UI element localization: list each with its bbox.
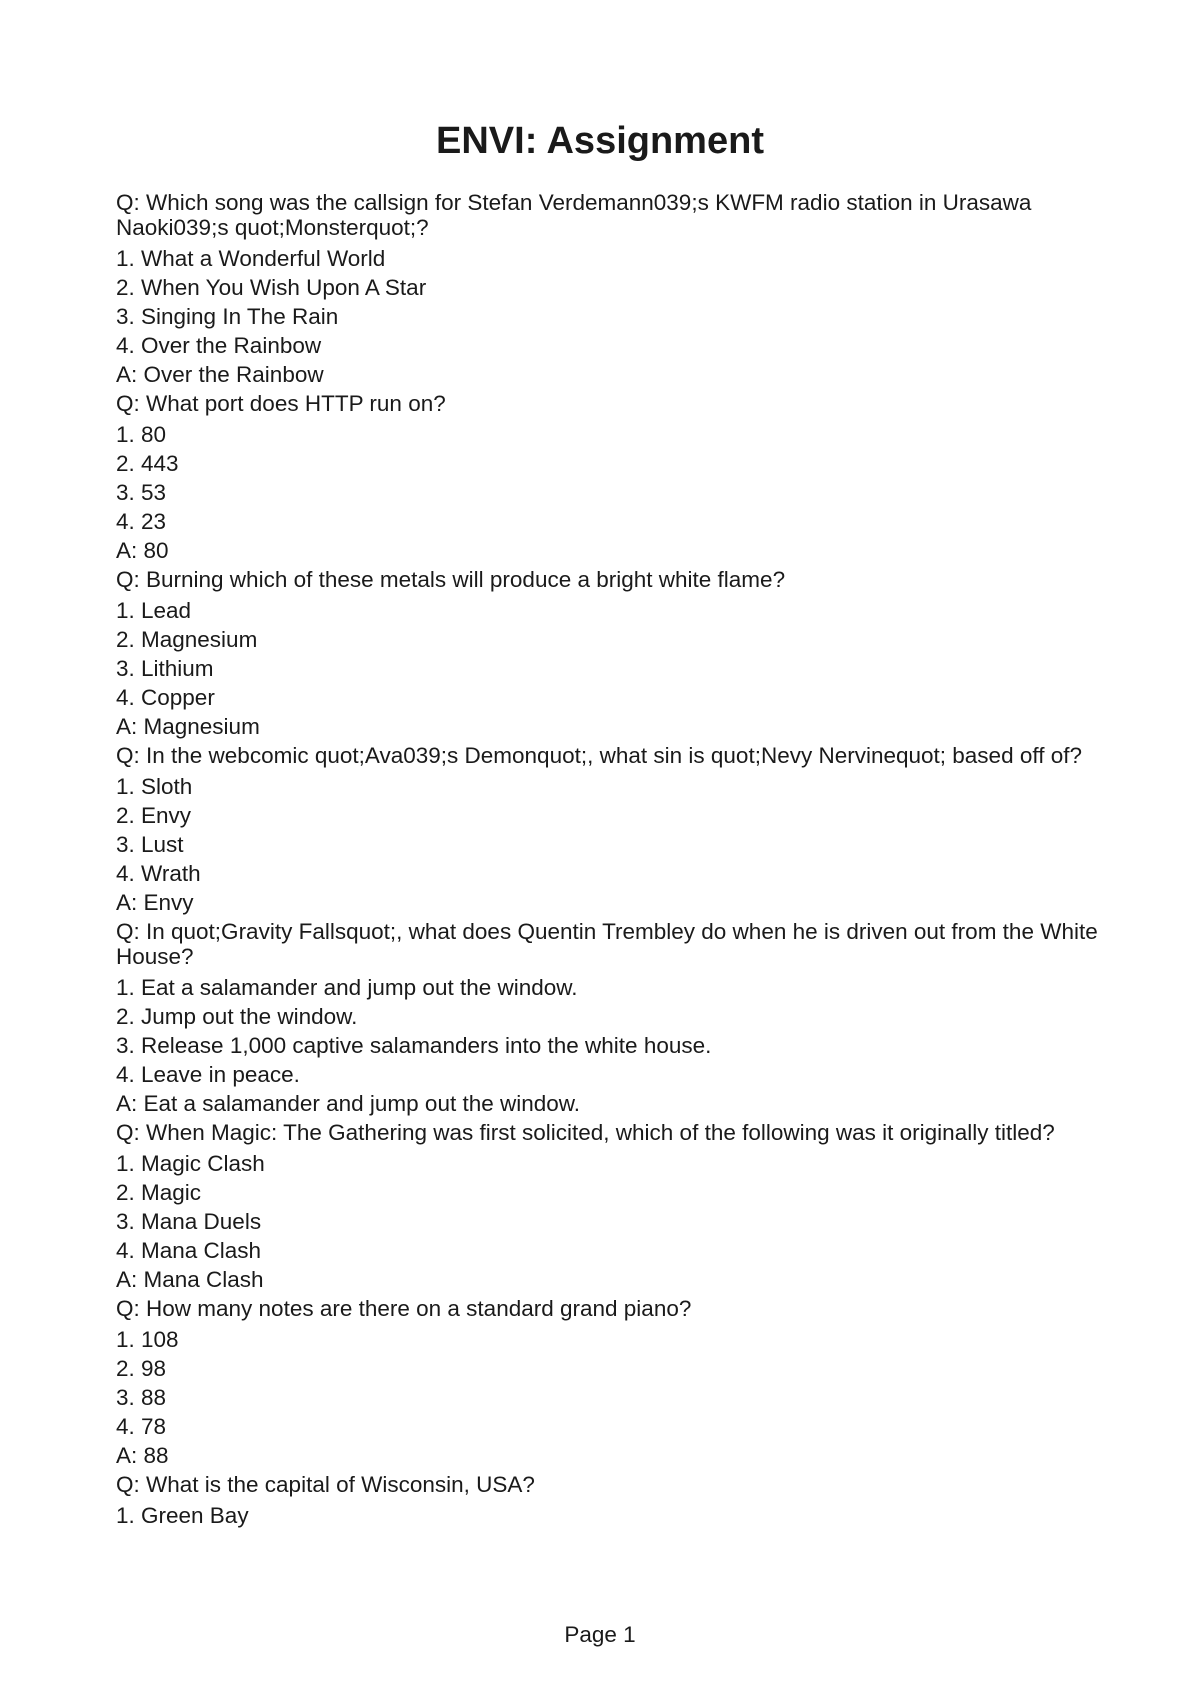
question-block: [116, 1118, 1100, 1294]
question-text: Q: What port does HTTP run on?: [116, 391, 446, 416]
answer-option: 2. Magnesium: [116, 627, 258, 652]
answer-option: 2. When You Wish Upon A Star: [116, 275, 427, 300]
correct-answer: A: Mana Clash: [116, 1267, 264, 1292]
question-block: [116, 1294, 1100, 1470]
question-list: [116, 188, 1100, 1530]
answer-option: 2. 443: [116, 451, 179, 476]
question-text: Q: When Magic: The Gathering was first solicited, which of the following was it originally titled?: [116, 1120, 1055, 1145]
question-block: [116, 389, 1100, 565]
answer-option: 3. Lust: [116, 832, 184, 857]
question-text: Q: In quot;Gravity Fallsquot;, what does Quentin Trembley do when he is driven out from the White House?: [116, 919, 1098, 969]
correct-answer: A: Over the Rainbow: [116, 362, 324, 387]
answer-option: 4. Over the Rainbow: [116, 333, 322, 358]
question-text: Q: Burning which of these metals will produce a bright white flame?: [116, 567, 786, 592]
question-text: Q: How many notes are there on a standard grand piano?: [116, 1296, 692, 1321]
correct-answer: A: Magnesium: [116, 714, 260, 739]
answer-option: 3. Singing In The Rain: [116, 304, 339, 329]
answer-option: 1. Magic Clash: [116, 1151, 265, 1176]
answer-option: 4. Wrath: [116, 861, 201, 886]
answer-option: 4. Leave in peace.: [116, 1062, 300, 1087]
question-block: [116, 917, 1100, 1118]
answer-option: 2. 98: [116, 1356, 167, 1381]
question-block: [116, 1470, 1100, 1530]
answer-option: 1. Eat a salamander and jump out the window.: [116, 975, 578, 1000]
correct-answer: A: Envy: [116, 890, 194, 915]
answer-option: 1. What a Wonderful World: [116, 246, 386, 271]
answer-option: 2. Envy: [116, 803, 192, 828]
answer-option: 2. Magic: [116, 1180, 202, 1205]
answer-option: 2. Jump out the window.: [116, 1004, 358, 1029]
answer-option: 1. 108: [116, 1327, 179, 1352]
correct-answer: A: 80: [116, 538, 169, 563]
answer-option: 3. Release 1,000 captive salamanders into the white house.: [116, 1033, 712, 1058]
answer-option: 1. 80: [116, 422, 167, 447]
question-text: Q: In the webcomic quot;Ava039;s Demonquot;, what sin is quot;Nevy Nervinequot; based off of?: [116, 743, 1082, 768]
page-number: Page 1: [564, 1622, 636, 1647]
page-title: ENVI: Assignment: [436, 120, 764, 162]
answer-option: 4. 78: [116, 1414, 167, 1439]
answer-option: 3. 53: [116, 480, 167, 505]
answer-option: 3. Mana Duels: [116, 1209, 262, 1234]
correct-answer: A: Eat a salamander and jump out the window.: [116, 1091, 581, 1116]
question-block: [116, 565, 1100, 741]
question-text: Q: What is the capital of Wisconsin, USA?: [116, 1472, 535, 1497]
answer-option: 3. Lithium: [116, 656, 214, 681]
question-block: [116, 741, 1100, 917]
answer-option: 4. Copper: [116, 685, 215, 710]
answer-option: 3. 88: [116, 1385, 167, 1410]
answer-option: 1. Lead: [116, 598, 192, 623]
answer-option: 1. Green Bay: [116, 1503, 249, 1528]
question-block: [116, 188, 1100, 389]
question-text: Q: Which song was the callsign for Stefan Verdemann039;s KWFM radio station in Urasawa Naoki039;s quot;Monsterquot;?: [116, 190, 1032, 240]
answer-option: 4. Mana Clash: [116, 1238, 262, 1263]
answer-option: 4. 23: [116, 509, 167, 534]
answer-option: 1. Sloth: [116, 774, 193, 799]
correct-answer: A: 88: [116, 1443, 169, 1468]
